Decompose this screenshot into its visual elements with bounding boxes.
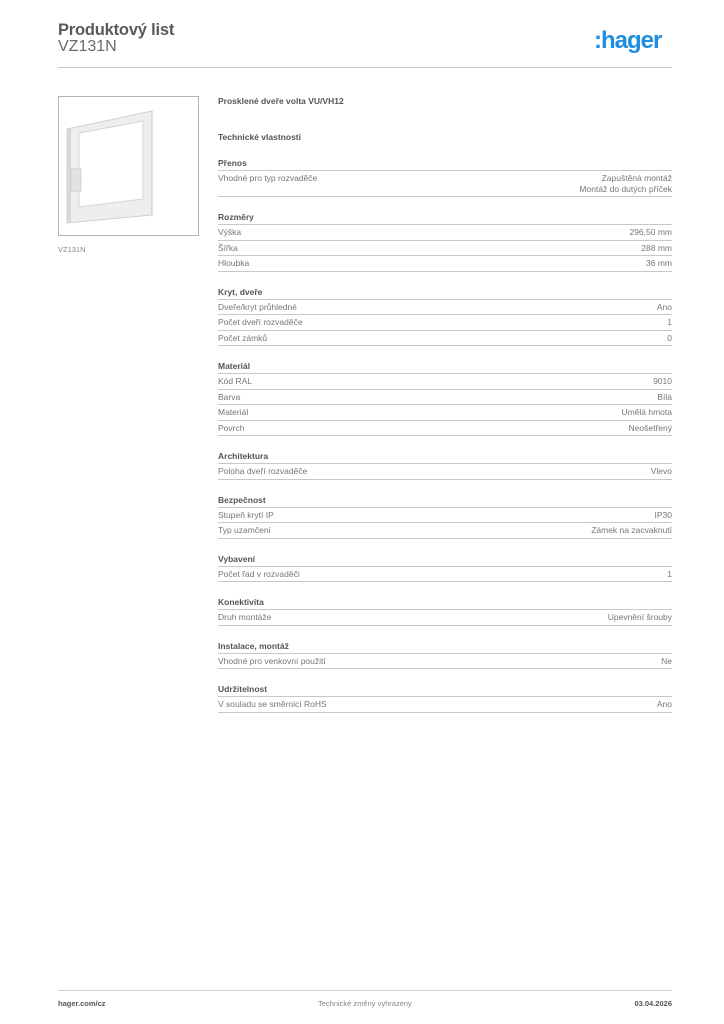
spec-value xyxy=(579,173,672,194)
footer-website: hager.com/cz xyxy=(58,999,106,1008)
spec-value-line: 1 xyxy=(667,568,672,579)
spec-value xyxy=(621,407,672,418)
spec-row xyxy=(218,315,672,331)
spec-section xyxy=(218,211,672,272)
spec-row xyxy=(218,421,672,437)
spec-value-line: Ano xyxy=(656,699,672,709)
spec-value-line: Zapuštěná montáž xyxy=(601,173,672,183)
spec-row xyxy=(218,300,672,316)
spec-value-line: Umělá hmota xyxy=(621,407,672,417)
spec-section xyxy=(218,683,672,713)
spec-value xyxy=(667,569,672,580)
spec-value-line: Neošetřený xyxy=(628,422,672,433)
section-title: Bezpečnost xyxy=(218,494,672,508)
header-divider xyxy=(58,67,672,68)
spec-row xyxy=(218,225,672,241)
spec-label: Vhodné pro typ rozvaděče xyxy=(218,173,318,183)
spec-label: Druh montáže xyxy=(218,612,272,622)
spec-value xyxy=(657,699,672,710)
spec-section xyxy=(218,553,672,583)
spec-value-line: 9010 xyxy=(653,376,672,386)
spec-label: Výška xyxy=(218,227,242,237)
spec-row xyxy=(218,567,672,583)
spec-row xyxy=(218,256,672,272)
section-title: Přenos xyxy=(218,157,672,171)
spec-value xyxy=(655,510,673,521)
spec-value-line: Ne xyxy=(661,655,672,666)
spec-section xyxy=(218,596,672,626)
spec-value xyxy=(667,317,672,328)
spec-section xyxy=(218,286,672,347)
spec-row xyxy=(218,508,672,524)
spec-value xyxy=(629,227,672,238)
spec-value-line: Zámek na zacvaknutí xyxy=(591,525,672,535)
section-title: Architektura xyxy=(218,450,672,464)
section-title: Konektivita xyxy=(218,596,672,610)
spec-label: Počet dveří rozvaděče xyxy=(218,317,303,327)
spec-value-line: 1 xyxy=(667,317,672,327)
spec-value-line: 296,50 mm xyxy=(629,227,672,237)
spec-label: Typ uzamčení xyxy=(218,525,271,535)
hager-logo: :hager xyxy=(594,27,662,54)
spec-value-line: Montáž do dutých příček xyxy=(579,183,672,194)
spec-section xyxy=(218,157,672,197)
page-title: Produktový list xyxy=(58,21,175,39)
spec-label: Stupeň krytí IP xyxy=(218,509,274,520)
product-details xyxy=(218,95,672,713)
spec-row xyxy=(218,697,672,713)
spec-section xyxy=(218,450,672,480)
spec-value-line: IP30 xyxy=(654,509,672,520)
spec-row xyxy=(218,523,672,539)
spec-value-line: Vlevo xyxy=(650,466,672,476)
spec-label: V souladu se směrnicí RoHS xyxy=(218,699,327,709)
spec-sections xyxy=(218,157,672,713)
spec-value xyxy=(629,423,672,434)
spec-value-line: Bílá xyxy=(657,391,672,402)
spec-value xyxy=(657,302,672,313)
spec-label: Počet zámků xyxy=(218,332,268,343)
spec-row xyxy=(218,171,672,197)
spec-value xyxy=(641,243,672,254)
spec-label: Poloha dveří rozvaděče xyxy=(218,466,308,476)
spec-label: Dveře/kryt průhledné xyxy=(218,301,297,312)
spec-row xyxy=(218,241,672,257)
spec-value-line: 0 xyxy=(667,332,672,343)
spec-value xyxy=(653,376,672,387)
product-code: VZ131N xyxy=(58,38,117,55)
section-title: Materiál xyxy=(218,360,672,374)
spec-section xyxy=(218,640,672,670)
spec-label: Barva xyxy=(218,391,241,402)
spec-value xyxy=(608,612,672,623)
section-title: Kryt, dveře xyxy=(218,286,672,300)
spec-value xyxy=(657,392,672,403)
product-image xyxy=(58,96,199,236)
footer-disclaimer: Technické změny vyhrazeny xyxy=(318,999,412,1008)
spec-label: Kód RAL xyxy=(218,376,253,386)
spec-value xyxy=(591,525,672,536)
spec-row xyxy=(218,405,672,421)
section-title: Rozměry xyxy=(218,211,672,225)
spec-value-line: Upevnění šrouby xyxy=(607,612,672,622)
image-caption: VZ131N xyxy=(58,245,86,254)
spec-value-line: 288 mm xyxy=(641,242,672,253)
spec-row xyxy=(218,610,672,626)
spec-row xyxy=(218,331,672,347)
spec-value xyxy=(646,258,672,269)
section-title: Udržitelnost xyxy=(218,683,672,697)
spec-row xyxy=(218,464,672,480)
spec-value-line: Ano xyxy=(656,301,672,312)
section-title: Instalace, montáž xyxy=(218,640,672,654)
spec-row xyxy=(218,374,672,390)
spec-section xyxy=(218,360,672,436)
glass-door-icon xyxy=(59,97,198,235)
technical-properties-title: Technické vlastnosti xyxy=(218,132,301,142)
spec-section xyxy=(218,494,672,539)
spec-label: Šířka xyxy=(218,242,238,253)
spec-row xyxy=(218,390,672,406)
spec-value xyxy=(667,333,672,344)
footer-date: 03.04.2026 xyxy=(634,999,672,1008)
spec-value xyxy=(651,466,672,477)
spec-label: Počet řad v rozvaděči xyxy=(218,568,300,579)
footer-divider xyxy=(58,990,672,991)
section-title: Vybavení xyxy=(218,553,672,567)
spec-value-line: 36 mm xyxy=(646,258,672,268)
spec-label: Materiál xyxy=(218,407,249,417)
spec-row xyxy=(218,654,672,670)
spec-label: Hloubka xyxy=(218,258,250,268)
product-name: Prosklené dveře volta VU/VH12 xyxy=(218,96,344,106)
spec-value xyxy=(661,656,672,667)
spec-label: Povrch xyxy=(218,422,245,433)
spec-label: Vhodné pro venkovní použití xyxy=(218,655,326,666)
